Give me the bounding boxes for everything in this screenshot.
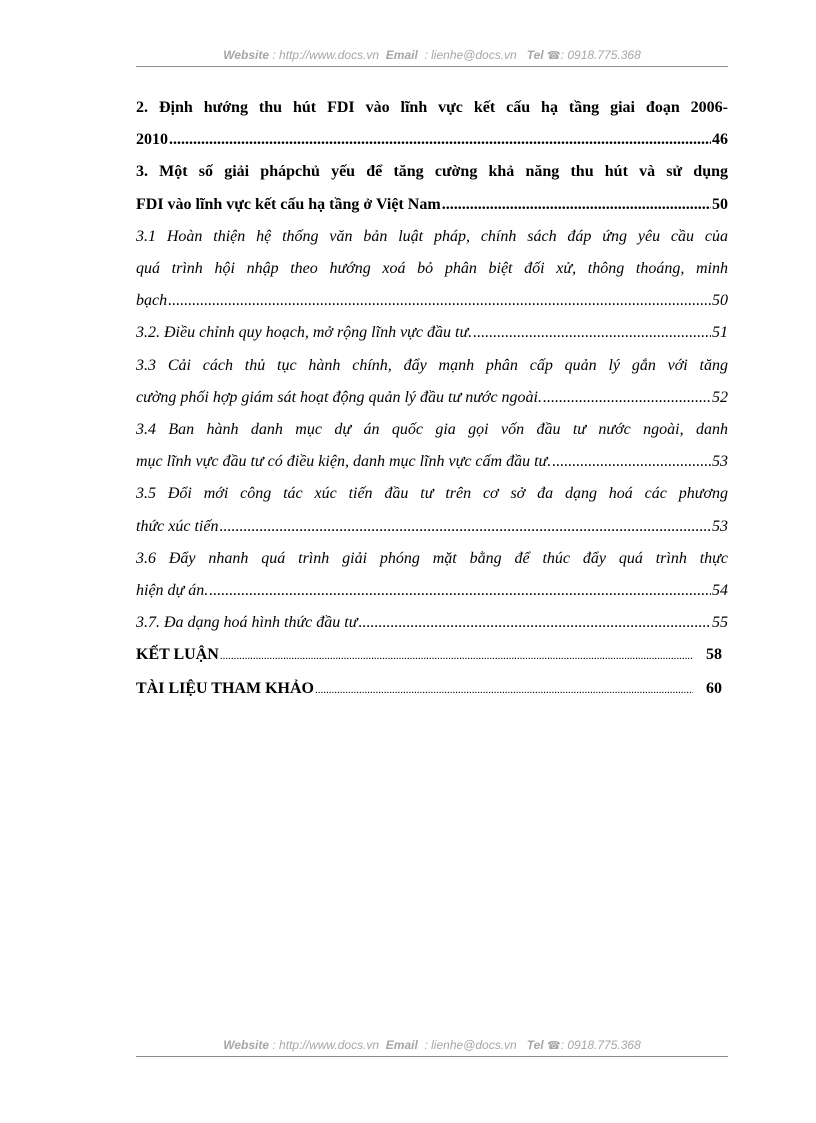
page-header — [136, 48, 728, 67]
dot-leader — [442, 189, 711, 221]
toc-entry-text: cường phối hợp giám sát hoạt động quản lý đầu tư nước ngoài. — [136, 388, 542, 406]
page-number: 52 — [712, 388, 728, 406]
toc-entry-text: 3.3 Cải cách thủ tục hành chính, đẩy mạnh phân cấp quản lý gắn với tăng — [136, 356, 728, 374]
toc-entry-text: 3.6 Đẩy nhanh quá trình giải phóng mặt bằng để thúc đẩy quá trình thực — [136, 549, 728, 567]
toc-entry-text: 3.2. Điều chỉnh quy hoạch, mở rộng lĩnh vực đầu tư. — [136, 324, 473, 342]
toc-entry-3-4 — [136, 414, 728, 478]
tel-label: Tel — [526, 1038, 544, 1052]
toc-entry-text: quá trình hội nhập theo hướng xoá bỏ phân biệt đối xử, thông thoáng, minh — [136, 260, 728, 278]
toc-entry-text: 2. Định hướng thu hút FDI vào lĩnh vực kết cấu hạ tầng giai đoạn 2006- — [136, 99, 728, 116]
toc-entry-last-line — [136, 607, 728, 639]
page-number: 50 — [712, 292, 728, 310]
toc-entry-last-line — [136, 317, 728, 349]
toc-entry-last-line — [136, 673, 728, 706]
toc-entry-3-7 — [136, 607, 728, 639]
website-value: : http://www.docs.vn — [272, 48, 380, 62]
page-number: 53 — [712, 453, 728, 471]
page-number: 53 — [712, 517, 728, 535]
toc-entry-last-line — [136, 124, 728, 156]
dot-leader — [552, 446, 711, 478]
dot-leader — [220, 639, 693, 672]
page-number: 46 — [712, 131, 728, 149]
dot-leader — [219, 511, 711, 543]
toc-entry-3-3 — [136, 350, 728, 414]
toc-entry-references — [136, 673, 728, 706]
page-number: 58 — [706, 646, 722, 664]
website-label: Website — [223, 48, 270, 62]
toc-entry-text: 3. Một số giải phápchủ yếu để tăng cường khả năng thu hút và sử dụng — [136, 163, 728, 181]
table-of-contents — [136, 92, 728, 706]
tel-value: : 0918.775.368 — [560, 48, 641, 62]
website-value: : http://www.docs.vn — [272, 1038, 380, 1052]
toc-entry-last-line — [136, 575, 728, 607]
toc-entry-2 — [136, 92, 728, 156]
toc-entry-text: bạch — [136, 292, 168, 310]
toc-entry-3 — [136, 156, 728, 220]
dot-leader — [168, 285, 711, 317]
toc-entry-text: mục lĩnh vực đầu tư có điều kiện, danh mục lĩnh vực cấm đầu tư. — [136, 453, 552, 471]
toc-entry-3-2 — [136, 317, 728, 349]
dot-leader — [209, 575, 711, 607]
telephone-icon: ☎ — [546, 1040, 561, 1052]
dot-leader — [358, 607, 711, 639]
tel-value: : 0918.775.368 — [560, 1038, 641, 1052]
email-value: : lienhe@docs.vn — [424, 48, 517, 62]
dot-leader — [315, 673, 693, 706]
toc-entry-3-6 — [136, 543, 728, 607]
toc-entry-last-line — [136, 189, 728, 221]
toc-entry-text: hiện dự án. — [136, 582, 209, 600]
toc-entry-text: KẾT LUẬN — [136, 646, 219, 664]
toc-entry-last-line — [136, 382, 728, 414]
toc-entry-text: TÀI LIỆU THAM KHẢO — [136, 679, 314, 697]
toc-entry-text: 3.1 Hoàn thiện hệ thống văn bản luật pháp, chính sách đáp ứng yêu cầu của — [136, 227, 728, 245]
toc-entry-3-1 — [136, 221, 728, 318]
toc-entry-text: 3.4 Ban hành danh mục dự án quốc gia gọi vốn đầu tư nước ngoài, danh — [136, 421, 728, 439]
dot-leader — [473, 317, 711, 349]
tel-label: Tel — [526, 48, 544, 62]
toc-entry-last-line — [136, 511, 728, 543]
page-number: 55 — [712, 614, 728, 632]
toc-entry-text: FDI vào lĩnh vực kết cấu hạ tầng ở Việt Nam — [136, 195, 441, 213]
dot-leader — [169, 124, 711, 156]
page-number: 54 — [712, 582, 728, 600]
toc-entry-text: 2010 — [136, 131, 168, 149]
page-footer — [136, 1038, 728, 1057]
email-value: : lienhe@docs.vn — [424, 1038, 517, 1052]
toc-entry-text: thức xúc tiến — [136, 517, 219, 535]
email-label: Email — [385, 48, 418, 62]
dot-leader — [543, 382, 711, 414]
toc-entry-last-line — [136, 446, 728, 478]
toc-entry-last-line — [136, 639, 728, 672]
page-number: 50 — [712, 195, 728, 213]
toc-entry-text: 3.5 Đổi mới công tác xúc tiến đầu tư trên cơ sở đa dạng hoá các phương — [136, 485, 728, 503]
page-number: 51 — [712, 324, 728, 342]
website-label: Website — [223, 1038, 270, 1052]
toc-entry-last-line — [136, 285, 728, 317]
toc-entry-text: 3.7. Đa dạng hoá hình thức đầu tư — [136, 614, 358, 632]
telephone-icon: ☎ — [546, 50, 561, 62]
toc-entry-conclusion — [136, 639, 728, 672]
toc-entry-3-5 — [136, 478, 728, 542]
page-number: 60 — [706, 679, 722, 697]
email-label: Email — [385, 1038, 418, 1052]
